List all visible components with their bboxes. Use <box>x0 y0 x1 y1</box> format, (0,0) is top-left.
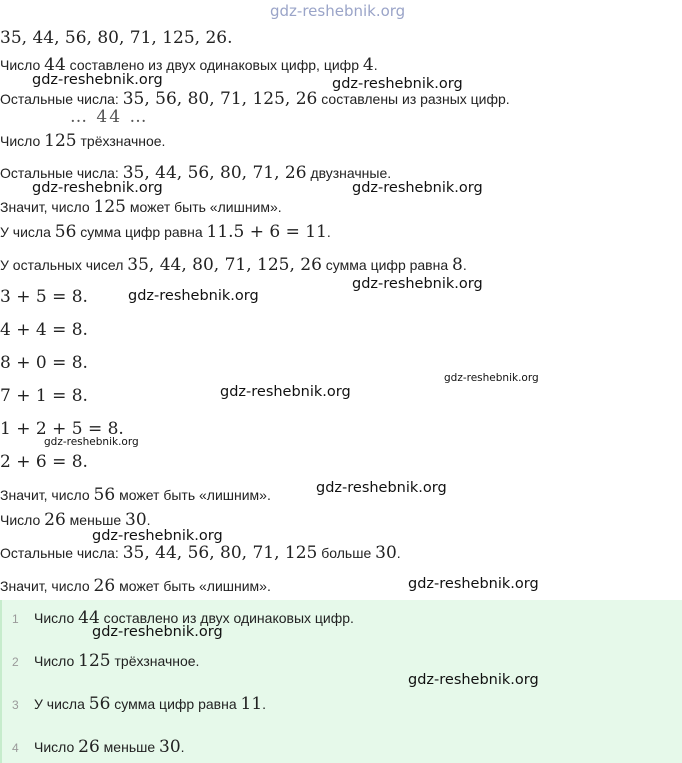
solution-line-15: Число 26 меньше 30. <box>0 510 151 530</box>
watermark: gdz-reshebnik.org <box>128 288 259 304</box>
watermark: gdz-reshebnik.org <box>316 480 447 496</box>
solution-line-14: Значит, число 56 может быть «лишним». <box>0 485 271 505</box>
top-watermark: gdz-reshebnik.org <box>270 2 406 20</box>
watermark: gdz-reshebnik.org <box>92 624 223 640</box>
solution-line-6: У числа 56 сумма цифр равна 11.5 + 6 = 11. <box>0 222 331 242</box>
equation-6: 2 + 6 = 8. <box>0 452 88 472</box>
watermark: gdz-reshebnik.org <box>444 372 539 384</box>
solution-line-2: Остальные числа: 35, 56, 80, 71, 125, 26 составлены из разных цифр. <box>0 89 510 109</box>
equation-2: 4 + 4 = 8. <box>0 320 88 340</box>
solution-line-5: Значит, число 125 может быть «лишним». <box>0 197 282 217</box>
answer-item: 2 Число 125 трёхзначное. <box>12 651 200 671</box>
solution-line-17: Значит, число 26 может быть «лишним». <box>0 576 271 596</box>
solution-line-16: Остальные числа: 35, 44, 56, 80, 71, 125 больше 30. <box>0 543 401 563</box>
solution-line-3: Число 125 трёхзначное. <box>0 131 166 151</box>
watermark: gdz-reshebnik.org <box>44 436 139 448</box>
watermark: gdz-reshebnik.org <box>408 672 539 688</box>
equation-4: 7 + 1 = 8. <box>0 386 88 406</box>
equation-3: 8 + 0 = 8. <box>0 353 88 373</box>
answer-item: 3 У числа 56 сумма цифр равна 11. <box>12 694 267 714</box>
equation-1: 3 + 5 = 8. <box>0 287 88 307</box>
equation-5: 1 + 2 + 5 = 8. <box>0 419 124 439</box>
watermark: gdz-reshebnik.org <box>408 576 539 592</box>
number-list: 35, 44, 56, 80, 71, 125, 26. <box>0 28 233 48</box>
solution-line-7: У остальных чисел 35, 44, 80, 71, 125, 26 сумма цифр равна 8. <box>0 255 467 275</box>
solution-line-1: Число 44 составлено из двух одинаковых цифр, цифр 4. <box>0 55 378 75</box>
watermark: gdz-reshebnik.org <box>92 528 223 544</box>
solution-line-4: Остальные числа: 35, 44, 56, 80, 71, 26 двузначные. <box>0 163 392 183</box>
answer-item: 4 Число 26 меньше 30. <box>12 737 185 757</box>
watermark: gdz-reshebnik.org <box>332 76 463 92</box>
answer-item: 1 Число 44 составлено из двух одинаковых цифр. <box>12 608 354 628</box>
watermark: gdz-reshebnik.org <box>32 180 163 196</box>
cut-off-line: … 44 … <box>70 107 149 127</box>
watermark: gdz-reshebnik.org <box>220 384 351 400</box>
watermark: gdz-reshebnik.org <box>352 180 483 196</box>
watermark: gdz-reshebnik.org <box>32 72 163 88</box>
watermark: gdz-reshebnik.org <box>352 276 483 292</box>
